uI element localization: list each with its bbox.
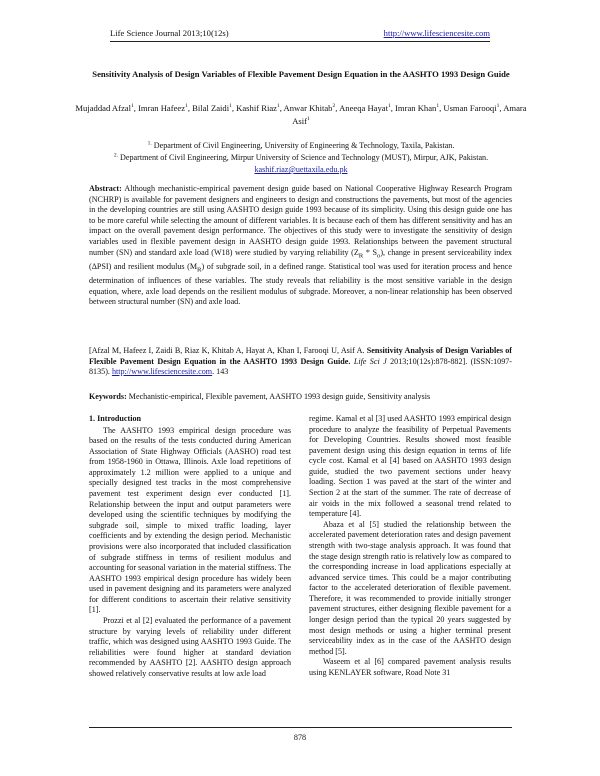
paragraph: Prozzi et al [2] evaluated the performance of a pavement structure by varying levels of reliability under different traffic, which was designed using AASHTO 1993 Guide. The reliabilities were found higher at standard deviation recommended by AASHTO [2]. AASHTO design approach showed relatively conservative results at low axle load — [89, 615, 291, 678]
abstract-label: Abstract: — [89, 184, 122, 193]
author: Anwar Khitab$^2$ — [283, 103, 336, 113]
paragraph: regime. Kamal et al [3] used AASHTO 1993 empirical design procedure to analyze the feasibility of Perpetual Pavements for Developing Countries. Results showed most feasible pavement design using this design equation in terms of life cycle cost. Kamal et al [4] based on AASHTO 1993 design guide, studied the two pavement sections under heavy loading. Section 1 was paved at the start of the winter and Section 2 at the start of the summer. The rate of decrease of air voids in the mix followed a seasonal trend related to temperature [4]. — [309, 414, 511, 519]
section-heading-introduction: 1. Introduction — [89, 414, 142, 423]
author-list: Mujaddad Afzal$^1$, Imran Hafeez$^1$, Bilal Zaidi$^1$, Kashif Riaz$^1$, Anwar Khitab$^2$, Aneeqa Hayat$^1$, Imran Khan$^1$, Usman Farooqi$^1$, Amara Asif$^1$ — [75, 103, 527, 126]
paragraph: The AASHTO 1993 empirical design procedure was based on the results of the tests conducted during American Association of State Highway Officials (AASHO) road test from 1958-1960 in Ottawa, Illinois. Axle load repetitions of approximately 1.2 million were applied to a unique and specially designed test tracks in the most comprehensive pavement test experiment design ever conducted [1]. Relationship between the input and output parameters were developed using the scientific techniques by modifying the subgrade soil, simple to mixed traffic loading, layer coefficients and by extending the design period. Mechanistic provisions were also incorporated that included classification of subgrade stiffness in terms of resilient modulus and accounting for seasonal variation in the material stiffness. The AASHTO 1993 empirical design procedure has widely been used in pavement designing and its parameters were analyzed for different conditions to ascertain their relative sensitivity [1]. — [89, 425, 291, 615]
header-rule — [110, 41, 490, 42]
footer-rule — [89, 727, 512, 728]
corresponding-email[interactable]: kashif.riaz@uettaxila.edu.pk — [254, 165, 348, 174]
citation-title: Sensitivity Analysis of Design Variables of Flexible Pavement Design Equation in the AASHTO 1993 Design Guide. — [89, 346, 513, 366]
citation-link[interactable]: http://www.lifesciencesite.com — [111, 367, 213, 377]
paragraph: Waseem et al [6] compared pavement analysis results using KENLAYER software, Road Note 31 — [309, 657, 511, 677]
body-column-right — [309, 414, 511, 678]
author: Aneeqa Hayat$^1$ — [339, 103, 391, 113]
page-number: 878 — [293, 733, 307, 742]
page-footer — [0, 733, 600, 742]
author: Imran Hafeez$^1$ — [138, 103, 188, 113]
keywords: Keywords: Mechanistic-empirical, Flexible pavement, AASHTO 1993 design guide, Sensitivity analysis — [89, 392, 431, 401]
affiliation-1: $^{1.}$ Department of Civil Engineering, University of Engineering & Technology, Taxila, Pakistan. — [147, 140, 455, 150]
author: Mujaddad Afzal$^1$ — [75, 103, 134, 113]
citation: [Afzal M, Hafeez I, Zaidi B, Riaz K, Khitab A, Hayat A, Khan I, Farooqi U, Asif A. Sensitivity Analysis of Design Variables of Flexible Pavement Design Equation in the AASHTO 1993 Design Guide. Life Sci J 2013;10(12s):878-882]. (ISSN:1097-8135). http://www.lifesciencesite.com. 143 — [89, 346, 513, 377]
paper-title: Sensitivity Analysis of Design Variables of Flexible Pavement Design Equation in the AASHTO 1993 Design Guide — [92, 69, 510, 79]
journal-url-link[interactable]: http://www.lifesciencesite.com — [383, 28, 490, 38]
running-header — [110, 26, 490, 40]
journal-name: Life Science Journal 2013;10(12s) — [110, 28, 229, 38]
keywords-label: Keywords: — [89, 392, 127, 401]
author: Amara Asif$^1$ — [292, 103, 527, 126]
author: Imran Khan$^1$ — [395, 103, 440, 113]
affiliations — [74, 140, 528, 176]
author: Bilal Zaidi$^1$ — [192, 103, 232, 113]
paragraph: Abaza et al [5] studied the relationship between the accelerated pavement deterioration rates and design pavement strength with two-stage analysis approach. It was found that the stage design strength ratio is relatively low as compared to the corresponding increase in load applications especially at advanced service times. This could be a major contributing factor to the accelerated deterioration of flexible pavement. Therefore, it was recommended to provide initially stronger pavement structures, either designing flexible pavement for a longer design period than the typical 20 years suggested by most design methods or using a higher terminal present serviceability index as in the case of the AASHTO design method [5]. — [309, 519, 511, 656]
body-column-left — [89, 414, 291, 679]
author: Usman Farooqi$^1$ — [443, 103, 500, 113]
abstract: Abstract: Although mechanistic-empirical pavement design guide based on National Cooperative Highway Research Program (NCHRP) is available for pavement designers and engineers to design and constructions the pavements, but most of the agencies in the developing countries are still using AASHTO design guide 1993 because of its simplicity. Using this design guide one has to be more careful while selecting the amount of different variables. It is because each of them has different sensitivity and has an impact on the overall pavement design performance. The objectives of this study were to investigate the sensitivity of design variables used in flexible pavement design in AASHTO design guide 1993. Relationships between the pavement structural number (SN) and standard axle load (W18) were studied by varying reliability $(Z_R * S_o)$, change in present serviceability index (ΔPSI) and resilient modulus $(M_R)$ of subgrade soil, in a defined range. Statistical tool was used for iteration process and hence determination of influences of these variables. The study reveals that reliability is the most sensitive variable in the design equation, where, axle load depends on the resilient modulus of subgrade. Moreover, a non-linear relationship has been observed between structural number (SN) and axle load. — [89, 184, 512, 307]
affiliation-2: $^{2.}$ Department of Civil Engineering, Mirpur University of Science and Technology (MUST), Mirpur, AJK, Pakistan. — [113, 152, 489, 162]
author: Kashif Riaz$^1$ — [236, 103, 280, 113]
citation-journal: Life Sci J — [353, 356, 387, 366]
